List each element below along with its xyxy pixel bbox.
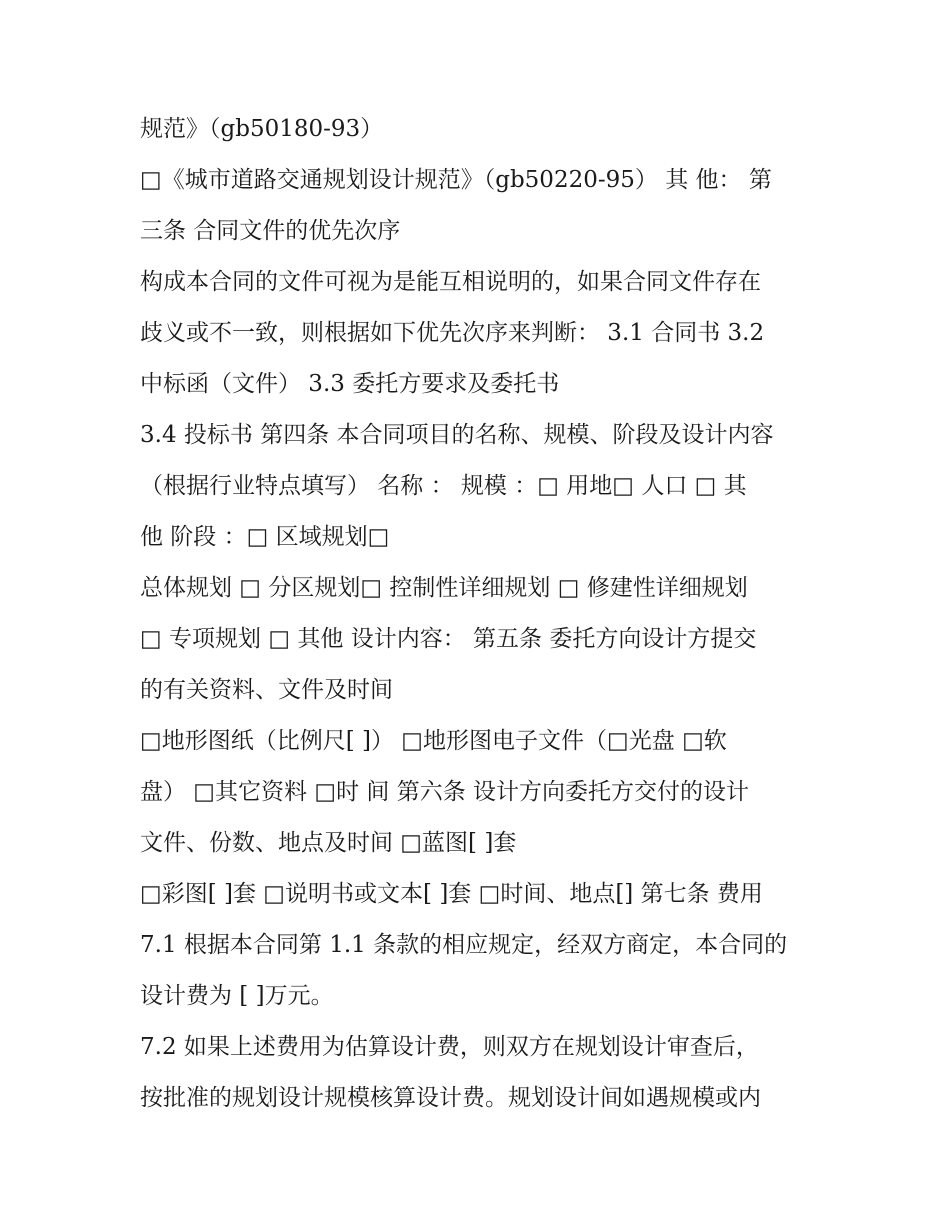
text-line: 总体规划 □ 分区规划□ 控制性详细规划 □ 修建性详细规划 <box>140 575 748 601</box>
text-line: 中标函（文件） 3.3 委托方要求及委托书 <box>140 371 560 397</box>
text-line: □ 专项规划 □ 其他 设计内容： 第五条 委托方向设计方提交 <box>140 626 757 652</box>
text-line: □《城市道路交通规划设计规范》（gb50220-95） 其 他： 第 <box>140 167 772 193</box>
text-line: 按批准的规划设计规模核算设计费。规划设计间如遇规模或内 <box>140 1085 761 1111</box>
text-line: 文件、份数、地点及时间 □蓝图[ ]套 <box>140 830 517 856</box>
text-line: □彩图[ ]套 □说明书或文本[ ]套 □时间、地点[] 第七条 费用 <box>140 881 763 907</box>
text-line: 的有关资料、文件及时间 <box>140 677 393 703</box>
document-body <box>140 104 820 1124</box>
text-line: 他 阶段 ：□ 区域规划□ <box>140 524 390 550</box>
text-line: 构成本合同的文件可视为是能互相说明的，如果合同文件存在 <box>140 269 761 295</box>
text-line: 3.4 投标书 第四条 本合同项目的名称、规模、阶段及设计内容 <box>140 422 774 448</box>
text-line: 7.2 如果上述费用为估算设计费，则双方在规划设计审查后， <box>140 1034 759 1060</box>
text-line: 歧义或不一致，则根据如下优先次序来判断： 3.1 合同书 3.2 <box>140 320 765 346</box>
text-line: （根据行业特点填写） 名称 ： 规模 ：□ 用地□ 人口 □ 其 <box>140 473 747 499</box>
text-line: 设计费为 [ ]万元。 <box>140 983 334 1009</box>
text-line: 盘） □其它资料 □时 间 第六条 设计方向委托方交付的设计 <box>140 779 750 805</box>
text-line: 7.1 根据本合同第 1.1 条款的相应规定，经双方商定，本合同的 <box>140 932 788 958</box>
text-line: □地形图纸（比例尺[ ]） □地形图电子文件（□光盘 □软 <box>140 728 727 754</box>
text-line: 规范》（gb50180-93） <box>140 116 384 142</box>
text-line: 三条 合同文件的优先次序 <box>140 218 401 244</box>
